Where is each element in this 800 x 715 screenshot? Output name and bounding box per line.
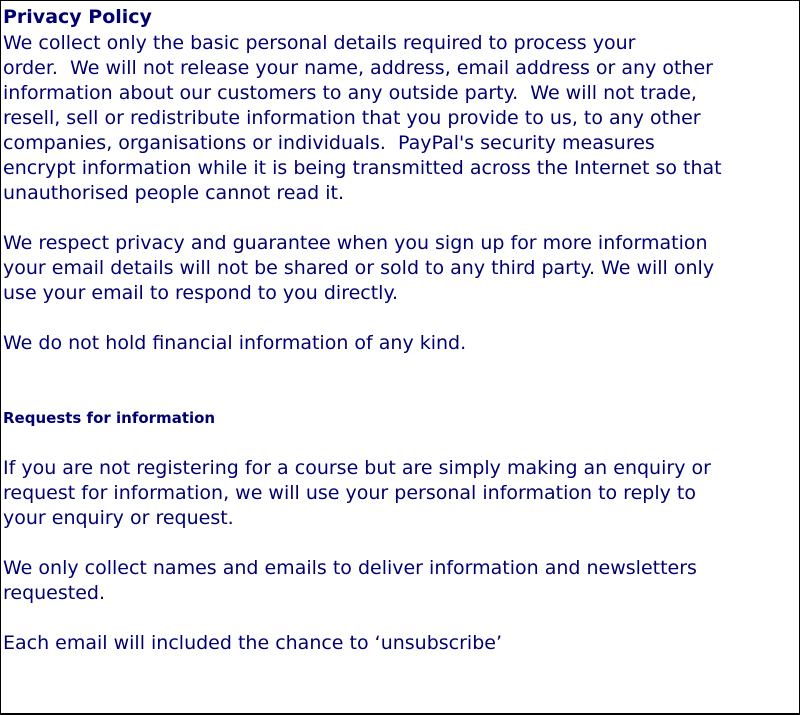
text-line: resell, sell or redistribute information that you provide to us, to any other xyxy=(3,107,701,129)
text-line: We only collect names and emails to deliver information and newsletters xyxy=(3,557,697,579)
text-line: requested. xyxy=(3,582,106,604)
document-content xyxy=(1,1,799,656)
text-line: order. We will not release your name, address, email address or any other xyxy=(3,57,713,79)
paragraph-financial-info xyxy=(3,331,799,356)
text-line: companies, organisations or individuals. PayPal's security measures xyxy=(3,132,655,154)
paragraph-data-collection xyxy=(3,31,799,206)
page-title: Privacy Policy xyxy=(3,6,152,28)
text-line: use your email to respond to you directly. xyxy=(3,282,399,304)
paragraph-newsletters xyxy=(3,556,799,606)
text-line: unauthorised people cannot read it. xyxy=(3,182,344,204)
text-line: information about our customers to any outside party. We will not trade, xyxy=(3,82,697,104)
paragraph-unsubscribe xyxy=(3,631,799,656)
text-line: request for information, we will use your personal information to reply to xyxy=(3,482,696,504)
text-line: your enquiry or request. xyxy=(3,507,234,529)
paragraph-email-privacy xyxy=(3,231,799,306)
text-line: If you are not registering for a course but are simply making an enquiry or xyxy=(3,457,711,479)
text-line: We collect only the basic personal details required to process your xyxy=(3,32,636,54)
text-line: encrypt information while it is being transmitted across the Internet so that xyxy=(3,157,722,179)
text-line: Each email will included the chance to ‘unsubscribe’ xyxy=(3,632,503,654)
text-line: We do not hold financial information of any kind. xyxy=(3,332,467,354)
section-heading-requests: Requests for information xyxy=(3,409,216,427)
text-line: your email details will not be shared or sold to any third party. We will only xyxy=(3,257,715,279)
text-line: We respect privacy and guarantee when you sign up for more information xyxy=(3,232,708,254)
paragraph-enquiry xyxy=(3,456,799,531)
